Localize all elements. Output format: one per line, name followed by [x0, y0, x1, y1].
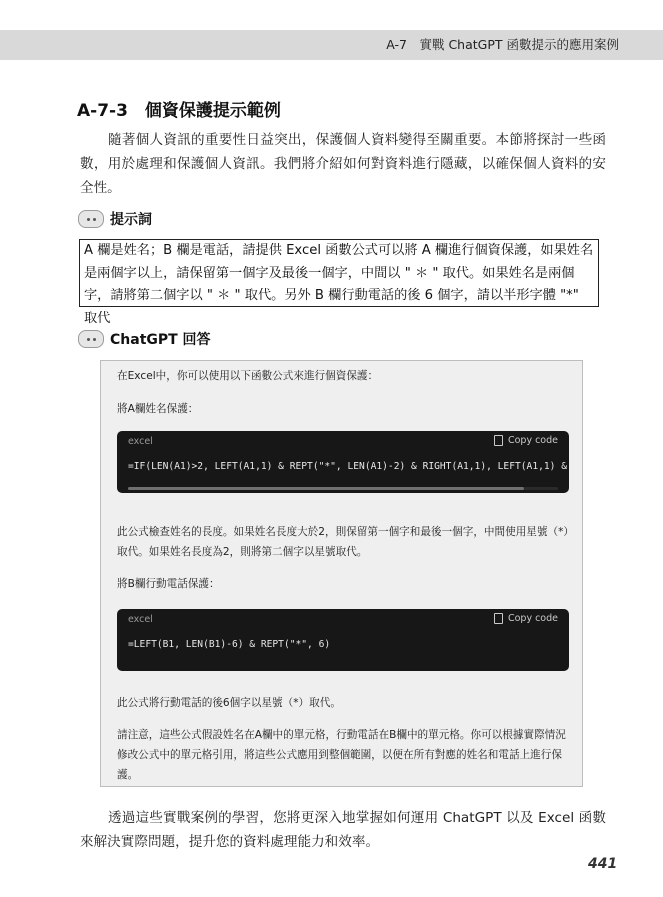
copy-code-button[interactable] — [494, 613, 558, 624]
page-number: 441 — [588, 856, 618, 872]
clipboard-icon — [494, 613, 503, 624]
chatbot-icon — [78, 330, 104, 348]
code-text: =IF(LEN(A1)>2, LEFT(A1,1) & REPT("*", LEN(A1)-2) & RIGHT(A1,1), LEFT(A1,1) & — [128, 461, 567, 472]
code-text: =LEFT(B1, LEN(B1)-6) & REPT("*", 6) — [128, 639, 331, 650]
answer-paragraph: 請注意，這些公式假設姓名在A欄中的單元格，行動電話在B欄中的單元格。你可以根據實際情況修改公式中的單元格引用，將這些公式應用到整個範圍，以便在所有對應的姓名和電話上進行保護。 — [117, 729, 566, 781]
answer-paragraph: 此公式檢查姓名的長度。如果姓名長度大於2，則保留第一個字和最後一個字，中間使用星號（*）取代。如果姓名長度為2，則將第二個字以星號取代。 — [117, 526, 569, 558]
prompt-label-text: 提示詞 — [110, 212, 152, 228]
chatgpt-answer-panel — [100, 360, 583, 787]
scrollbar-thumb[interactable] — [128, 487, 524, 490]
copy-code-label: Copy code — [507, 613, 558, 624]
prompt-box: A 欄是姓名；B 欄是電話，請提供 Excel 函數公式可以將 A 欄進行個資保護，如果姓名是兩個字以上，請保留第一個字及最後一個字，中間以 " ＊ " 取代。如果姓名是兩個字，請將第二個字以 " ＊ " 取代。另外 B 欄行動電話的後 6 個字，請以半形字體 "*" 取代 — [79, 239, 599, 307]
outro-paragraph: 透過這些實戰案例的學習，您將更深入地掌握如何運用 ChatGPT 以及 Excel 函數來解決實際問題，提升您的資料處理能力和效率。 — [80, 810, 606, 850]
answer-line: 將A欄姓名保護： — [117, 403, 199, 415]
code-language: excel — [128, 614, 153, 625]
intro-paragraph: 隨著個人資訊的重要性日益突出，保護個人資料變得至關重要。本節將探討一些函數，用於處理和保護個人資訊。我們將介紹如何對資料進行隱藏，以確保個人資料的安全性。 — [80, 132, 606, 196]
copy-code-label: Copy code — [507, 435, 558, 446]
section-title: A-7-3 個資保護提示範例 — [77, 101, 281, 121]
answer-line: 將B欄行動電話保護： — [117, 578, 220, 590]
answer-line: 在Excel中，你可以使用以下函數公式來進行個資保護： — [117, 370, 379, 382]
code-language: excel — [128, 436, 153, 447]
code-header — [117, 431, 569, 455]
answer-label-text: ChatGPT 回答 — [110, 332, 211, 348]
answer-label — [78, 329, 211, 349]
prompt-label — [78, 209, 152, 229]
copy-code-button[interactable] — [494, 435, 558, 446]
code-header — [117, 609, 569, 633]
chatbot-icon — [78, 210, 104, 228]
running-header — [0, 30, 663, 60]
running-title: A-7 實戰 ChatGPT 函數提示的應用案例 — [386, 37, 619, 52]
code-block-phone-formula — [117, 609, 569, 671]
code-block-name-formula — [117, 431, 569, 493]
answer-line: 此公式將行動電話的後6個字以星號（*）取代。 — [117, 697, 341, 709]
clipboard-icon — [494, 435, 503, 446]
horizontal-scrollbar[interactable] — [128, 487, 558, 490]
